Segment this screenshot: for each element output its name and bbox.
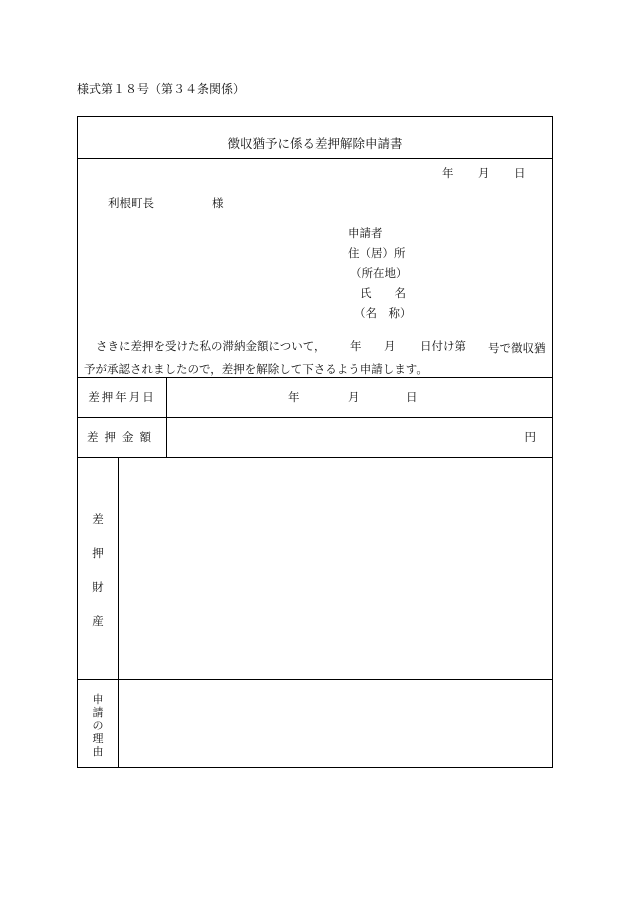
date-year-label: 年 xyxy=(442,166,454,180)
divider-amount xyxy=(78,457,552,458)
seizure-date-month: 月 xyxy=(348,390,360,404)
applicant-location-label: （所在地） xyxy=(350,266,408,280)
applicant-heading: 申請者 xyxy=(348,226,383,240)
seized-property-char-3: 財 xyxy=(92,580,104,594)
body-text-number: 号で徴収猶予が承認されましたので，差押を解除して下さるよう申請します。 xyxy=(84,341,546,376)
applicant-address-label: 住（居）所 xyxy=(348,246,406,260)
reason-char-2: 請 xyxy=(92,706,104,719)
applicant-name-label: 氏 名 xyxy=(360,286,406,300)
body-text-day: 日付け第 xyxy=(420,339,466,353)
reason-char-4: 理 xyxy=(92,732,104,745)
seized-property-char-2: 押 xyxy=(92,546,104,560)
divider-body xyxy=(78,377,552,378)
date-month-label: 月 xyxy=(478,166,490,180)
body-text-month: 月 xyxy=(384,339,396,353)
seized-property-char-1: 差 xyxy=(92,512,104,526)
seizure-date-label: 差押年月日 xyxy=(88,390,156,404)
seizure-amount-label: 差押金額 xyxy=(87,430,157,444)
application-form xyxy=(77,116,553,768)
body-text-prefix: さきに差押を受けた私の滞納金額について， xyxy=(96,339,326,353)
addressee-name: 利根町長 xyxy=(108,196,154,210)
seizure-amount-unit: 円 xyxy=(524,430,536,444)
divider-date xyxy=(78,417,552,418)
form-title: 徴収猶予に係る差押解除申請書 xyxy=(227,136,403,151)
divider-property xyxy=(78,679,552,680)
reason-char-5: 由 xyxy=(92,745,104,758)
date-day-label: 日 xyxy=(514,166,526,180)
reason-char-1: 申 xyxy=(92,693,104,706)
addressee-honorific: 様 xyxy=(212,196,224,210)
seizure-date-day: 日 xyxy=(406,390,418,404)
body-text-year: 年 xyxy=(350,339,362,353)
seized-property-char-4: 産 xyxy=(92,614,104,628)
form-number: 様式第１８号（第３４条関係） xyxy=(77,82,246,96)
reason-char-3: の xyxy=(92,719,104,732)
seizure-date-year: 年 xyxy=(288,390,300,404)
divider-vertical-label-column xyxy=(118,457,119,767)
reason-label xyxy=(78,693,118,758)
divider-title xyxy=(78,158,552,159)
applicant-title-name-label: （名 称） xyxy=(354,306,412,320)
seized-property-label xyxy=(78,511,118,647)
